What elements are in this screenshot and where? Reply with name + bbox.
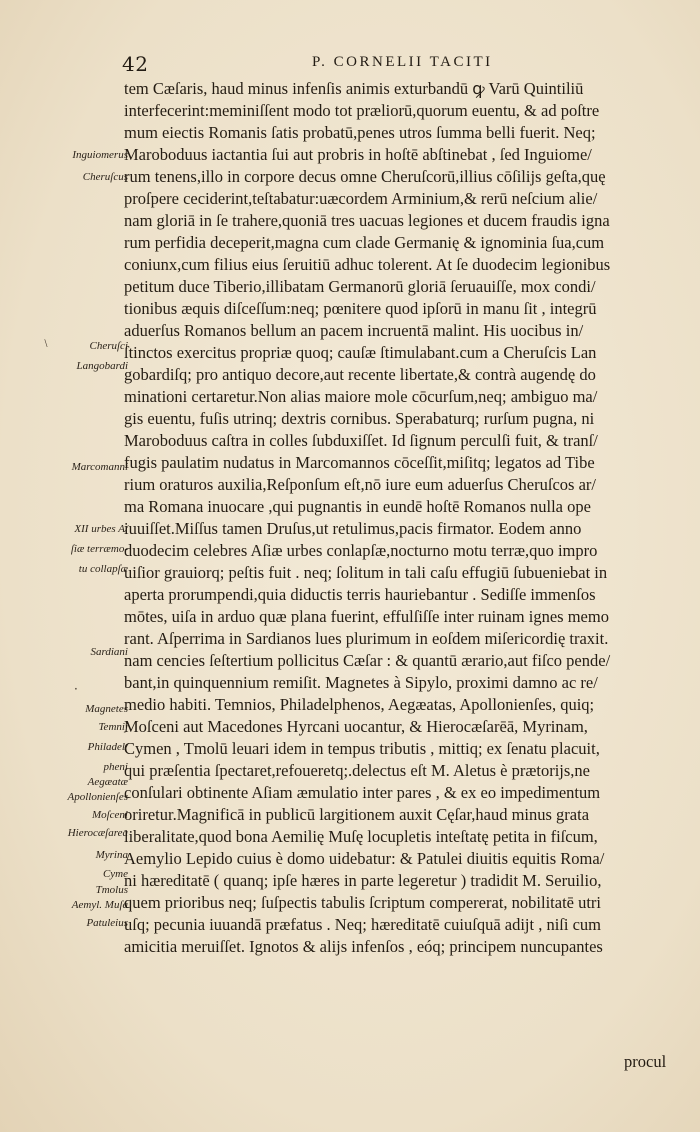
margin-note: Tmolus: [95, 883, 128, 896]
text-line: conſulari obtinente Aſiam æmulatio inter pares , & ex eo impedimentum: [124, 783, 601, 802]
text-line: bant,in quinquennium remiſit. Magnetes à Sipylo, proximi damno ac re/: [124, 673, 598, 692]
text-line: minationi certaretur.Non alias maiore mole cōcurſum,neq; ambiguo ma/: [124, 387, 598, 406]
text-line: gobardiſq; pro antiquo decore,aut recente libertate,& contrà augendę do: [124, 365, 596, 384]
margin-note: Hierocæſarea: [67, 826, 128, 839]
body-text: [124, 78, 676, 958]
margin-note: Cheruſci: [89, 340, 128, 353]
margin-note: Magnetes: [85, 703, 128, 716]
text-line: gis euentu, fuſis utrinq; dextris cornibus. Sperabaturq; rurſum pugna, ni: [124, 409, 595, 428]
text-line: rium oraturos auxilia,Reſponſum eſt,nō iure eum aduerſus Cheruſcos ar/: [124, 475, 596, 494]
margin-note: Marcomanni: [71, 461, 128, 474]
margin-note: pheni: [103, 760, 128, 773]
margin-tick-mark: ﹨: [40, 335, 53, 349]
margin-note: Myrina: [95, 848, 128, 861]
text-line: oriretur.Magnificā in publicū largitionem auxit Cęſar,haud minus grata: [124, 805, 590, 824]
text-line: rum tenens,illo in corpore decus omne Cheruſcorū,illius cōſilijs geſta,quę: [124, 167, 606, 186]
text-line: mōtes, uiſa in arduo quæ plana fuerint, effulſiſſe inter ruinam ignes memo: [124, 607, 609, 626]
margin-note: Apollonienſes: [67, 791, 128, 804]
text-line: tionibus æquis diſceſſum:neq; pœnitere quod ipſorū in manu ſit , integrū: [124, 299, 597, 318]
text-line: Maroboduus iactantia ſui aut probris in hoſtē abſtinebat , ſed Inguiome/: [124, 145, 592, 164]
text-line: iuuiſſet.Miſſus tamen Druſus,ut retulimus,pacis firmator. Eodem anno: [124, 519, 582, 538]
text-line: ma Romana inuocare ,qui pugnantis in eundē hoſtē Romanos nulla ope: [124, 497, 591, 516]
text-line: coniunx,cum filius eius ſeruitiū adhuc tolerent. At ſe duodecim legionibus: [124, 255, 611, 274]
text-line: petitum duce Tiberio,illibatam Germanorū gloriā ſeruauiſſe, mox condi/: [124, 277, 596, 296]
margin-note: Moſceni: [91, 809, 128, 821]
text-line: fugis paulatim nudatus in Marcomannos cōceſſit,miſitq; legatos ad Tibe: [124, 453, 595, 472]
margin-notes: [0, 0, 128, 1132]
text-line: liberalitate,quod bona Aemilię Muſę locupletis inteſtatę petita in fiſcum,: [124, 827, 598, 846]
text-line: qui præſentia ſpectaret,refoueretq;.delectus eſt M. Aletus è prætorijs,ne: [124, 761, 590, 780]
text-line: tem Cæſaris, haud minus infenſis animis exturbandū ꝙ Varū Quintiliū: [124, 79, 584, 98]
margin-dot-mark: ·: [74, 682, 78, 696]
margin-note: ſiæ terræmo-: [70, 542, 128, 555]
margin-note: XII urbes A/: [74, 523, 128, 535]
text-line: proſpere ceciderint,teſtabatur:uæcordem Arminium,& rerū neſcium alie/: [124, 189, 598, 208]
margin-note: Patuleius: [86, 916, 128, 929]
text-line: ni hæreditatē ( quanq; ipſe hæres in parte legeretur ) tradidit M. Seruilio,: [124, 871, 602, 890]
margin-note: Philadel/: [87, 740, 128, 753]
margin-note: Aemyl. Muſa: [71, 899, 128, 912]
text-line: Cymen , Tmolū leuari idem in tempus tributis , mittiq; ex ſenatu placuit,: [124, 739, 600, 758]
text-line: aduerſus Romanos bellum an pacem incruentā malint. His uocibus in/: [124, 321, 584, 340]
text-line: amicitia meruiſſet. Ignotos & alijs infenſos , eóq; principem nuncupantes: [124, 937, 603, 956]
running-head: P. CORNELII TACITI: [312, 54, 493, 70]
text-line: uſq; pecunia iuuandā præfatus . Neq; hæreditatē cuiuſquā adijt , niſi cum: [124, 915, 602, 934]
margin-note: Cheruſcus: [82, 171, 128, 183]
margin-note: Cyme: [102, 868, 128, 881]
margin-note: tu collapſæ: [78, 562, 128, 575]
text-line: medio habiti. Temnios, Philadelphenos, Aegæatas, Apollonienſes, quiq;: [124, 695, 595, 714]
margin-note: Temnij: [98, 721, 128, 733]
text-line: Maroboduus caſtra in colles ſubduxiſſet. Id ſignum perculſi fuit, & tranſ/: [124, 431, 598, 450]
text-line: aperta prorumpendi,quia diductis terris hauriebantur . Sediſſe immenſos: [124, 585, 596, 604]
text-line: Aemylio Lepido cuius è domo uidebatur: & Patulei diuitis equitis Roma/: [124, 849, 605, 868]
text-line: mum eiectis Romanis ſatis probatū,penes utros ſumma belli fuerit. Neq;: [124, 123, 596, 142]
text-line: quem prioribus neq; ſuſpectis tabulis ſcriptum compererat, nobilitatē utri: [124, 893, 602, 912]
page-number: 42: [122, 52, 149, 76]
text-line: uiſior grauiorq; peſtis fuit . neq; ſolitum in tali caſu effugiū ſubueniebat in: [124, 563, 608, 582]
text-line: rant. Aſperrima in Sardianos lues plurimum in eoſdem miſericordię traxit.: [124, 629, 609, 648]
margin-note: Langobardi: [76, 360, 128, 373]
catchword: procul: [624, 1052, 667, 1071]
margin-note: Inguiomerus: [72, 149, 128, 161]
text-line: Moſceni aut Macedones Hyrcani uocantur, & Hierocæſarēā, Myrinam,: [124, 717, 588, 736]
margin-note: Aegæatæ: [87, 776, 128, 788]
margin-note: Sardiani: [90, 646, 128, 659]
text-line: interfecerint:meminiſſent modo tot præliorū,quorum euentu, & ad poſtre: [124, 101, 600, 120]
text-line: nam cencies ſeſtertium pollicitus Cæſar : & quantū ærario,aut fiſco pende/: [124, 651, 611, 670]
text-line: ſtinctos exercitus propriæ quoq; cauſæ ſtimulabant.cum a Cheruſcis Lan: [124, 343, 597, 362]
text-line: rum perfidia deceperit,magna cum clade Germanię & ignominia ſua,cum: [124, 233, 605, 252]
text-line: nam gloriā in ſe trahere,quoniā tres uacuas legiones et ducem fraudis igna: [124, 211, 610, 230]
text-line: duodecim celebres Aſiæ urbes conlapſæ,nocturno motu terræ,quo impro: [124, 541, 598, 560]
